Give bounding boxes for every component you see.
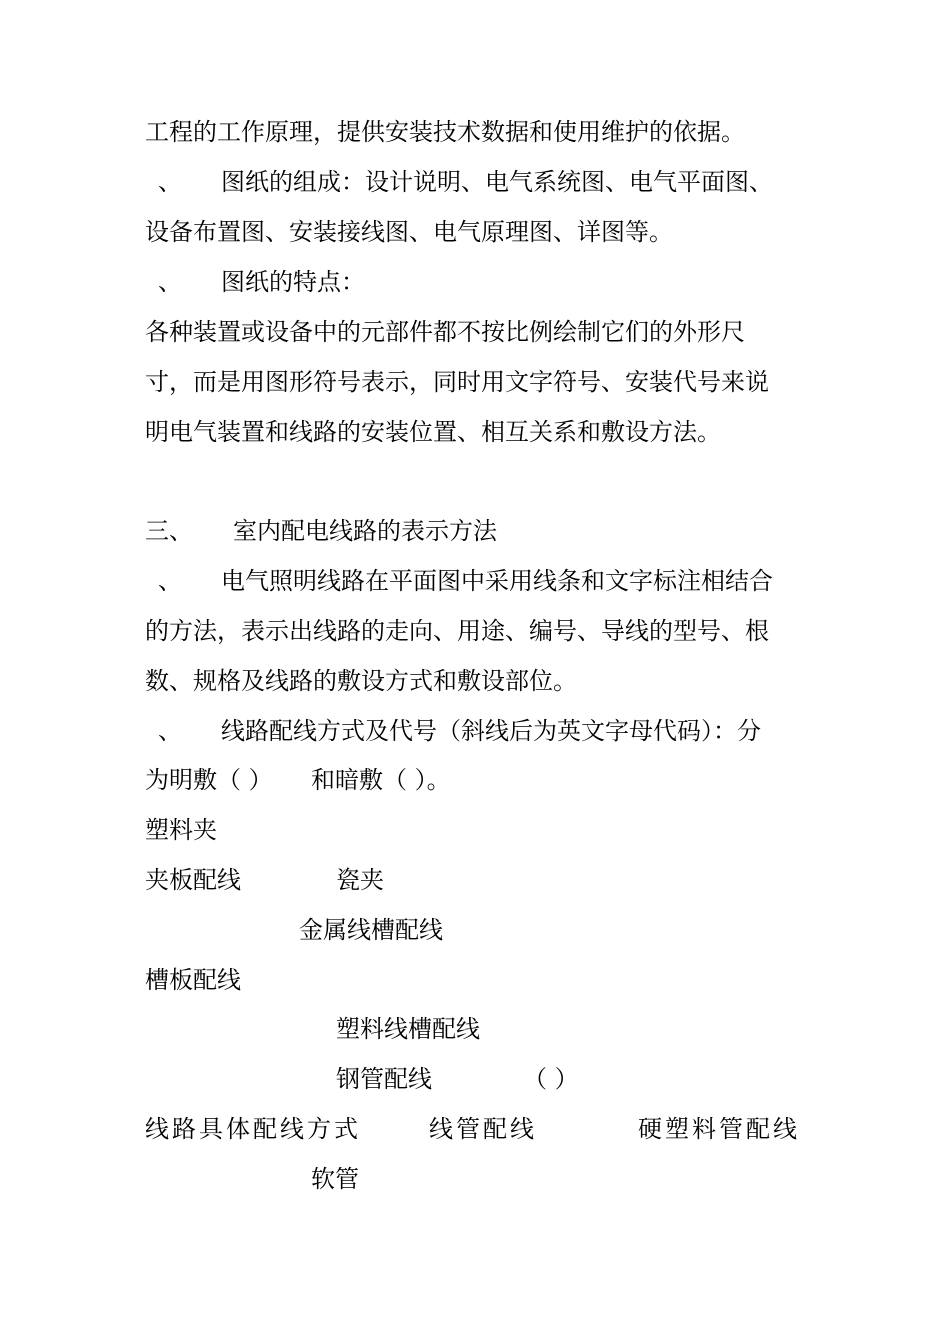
text-line: 寸，而是用图形符号表示，同时用文字符号、安装代号来说 — [145, 368, 769, 396]
list-marker: 、 — [158, 168, 182, 196]
tree-item-steel-pipe-wiring: 钢管配线 — [336, 1065, 432, 1093]
tree-item-plastic-trough-wiring: 塑料线槽配线 — [336, 1015, 480, 1043]
tree-item-clip-board-wiring: 夹板配线 — [145, 866, 241, 894]
section-heading: 室内配电线路的表示方法 — [233, 517, 497, 545]
tree-item-flexible-pipe: 软管 — [311, 1165, 359, 1193]
list-marker: 、 — [158, 268, 182, 296]
tree-item-plastic-clip: 塑料夹 — [145, 816, 217, 844]
text-line: 图纸的组成：设计说明、电气系统图、电气平面图、 — [221, 168, 773, 196]
list-marker: 、 — [158, 717, 182, 745]
tree-item-trough-board-wiring: 槽板配线 — [145, 966, 241, 994]
text-line: 各种装置或设备中的元部件都不按比例绘制它们的外形尺 — [145, 318, 745, 346]
text-line: 工程的工作原理，提供安装技术数据和使用维护的依据。 — [145, 118, 745, 146]
text-line: 电气照明线路在平面图中采用线条和文字标注相结合 — [221, 567, 773, 595]
text-line: 设备布置图、安装接线图、电气原理图、详图等。 — [145, 218, 673, 246]
text-line: 线路配线方式及代号（斜线后为英文字母代码）：分 — [221, 717, 761, 745]
text-line: 的方法，表示出线路的走向、用途、编号、导线的型号、根 — [145, 617, 769, 645]
text-line: 明电气装置和线路的安装位置、相互关系和敷设方法。 — [145, 418, 721, 446]
text-line: 数、规格及线路的敷设方式和敷设部位。 — [145, 667, 577, 695]
tree-item-metal-trough-wiring: 金属线槽配线 — [299, 916, 443, 944]
tree-item-specific-wiring-method: 线路具体配线方式 — [145, 1115, 361, 1143]
text-line: 和暗敷（ ）。 — [311, 766, 451, 794]
list-marker: 、 — [158, 567, 182, 595]
tree-item-porcelain-clip: 瓷夹 — [336, 866, 384, 894]
tree-item-conduit-wiring: 线管配线 — [429, 1115, 537, 1143]
text-line: 图纸的特点： — [221, 268, 365, 296]
section-number: 三、 — [145, 517, 193, 545]
tree-item-steel-pipe-code: （ ） — [523, 1065, 579, 1093]
text-line: 为明敷（ ） — [145, 766, 273, 794]
tree-item-hard-plastic-pipe-wiring: 硬塑料管配线 — [638, 1115, 800, 1143]
